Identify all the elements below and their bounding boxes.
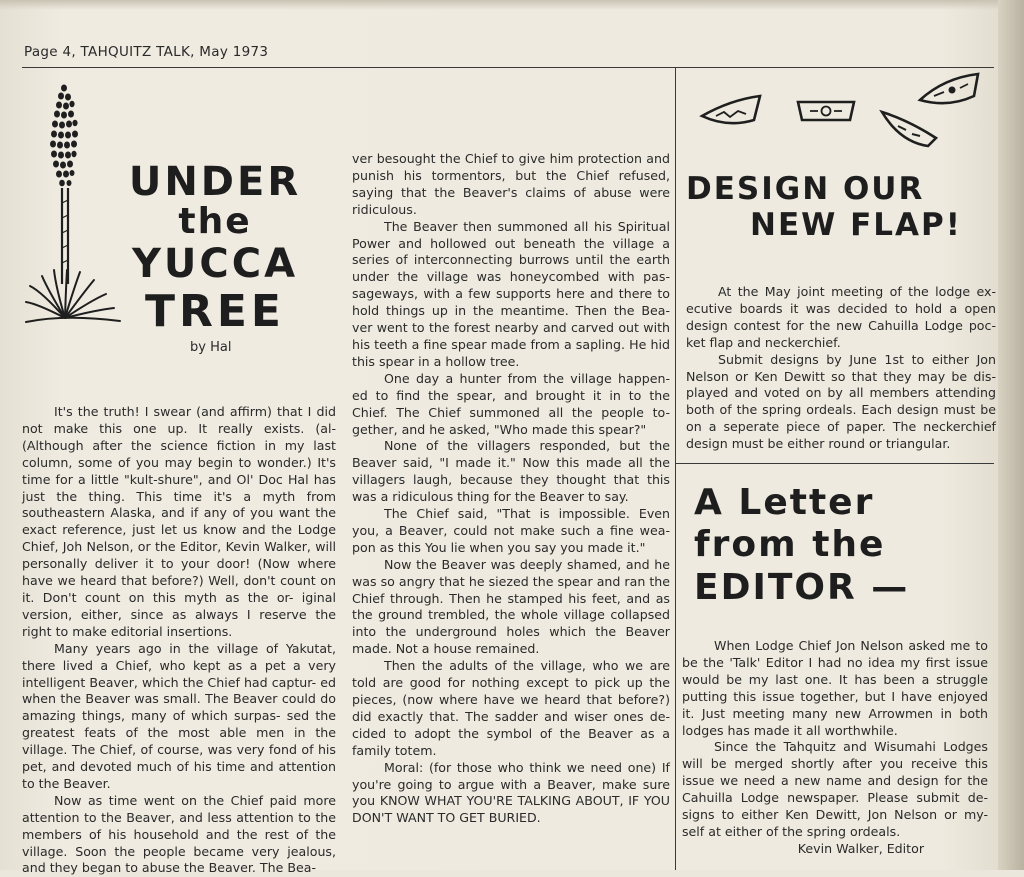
yucca-title-line-1: UNDER (128, 159, 302, 205)
yucca-continued-6: Now the Beaver was deeply shamed, and he was so angry that he siezed the spear and ran the Chief through. Then he stamped his feet, and as the ground trembled, the whole village collapsed into the underground holes which the Beaver made. Not a house remained. (352, 556, 670, 657)
yucca-title-line-4: TREE (144, 286, 285, 337)
letter-title-line-1: A Letter (694, 482, 875, 523)
letter-title-line-3: EDITOR — (694, 566, 910, 608)
design-paragraph-1: At the May joint meeting of the lodge ex- ecutive boards it was decided to hold a open design contest for the new Cahuilla Lodge poc- ket flap and neckerchief. (686, 284, 996, 350)
page-header: Page 4, TAHQUITZ TALK, May 1973 (24, 44, 269, 60)
yucca-continued-2: The Beaver then summoned all his Spiritual Power and hollowed out beneath the village a series of interconnecting burrows until the earth under the village was honeycombed with pas- sageways, with a few supports here and there to hold things up in the meantime. Then the Bea- ver went to the forest nearby and carved out with his teeth a fine spear made from a sapling. He hid this spear in a hollow tree. (352, 218, 670, 369)
yucca-continued-1: ver besought the Chief to give him protection and punish his tormentors, but the Chief refused, saying that the Beaver's claims of abuse were ridiculous. (352, 151, 670, 217)
yucca-byline: by Hal (190, 340, 232, 355)
flap-sketch-2-icon (796, 98, 858, 128)
page-binding-edge (998, 0, 1024, 870)
yucca-paragraph-1: It's the truth! I swear (and affirm) that I did not make this one up. It really exists. (al- (Although after the science fiction in my last column, some of you may begin to wonder.) It's time for a little "kult-shure", and Ol' Doc Hal has just the thing. This time it's a myth from southeastern Alaska, and if any of you want the exact reference, just let us know and the Lodge Chief, Joh Nelson, or the Editor, Kevin Walker, will personally deliver it to your door! (Now where have we heard that before?) Well, don't count on it. Don't count on this myth as the or- iginal version, either, since as always I reserve the right to make editorial insertions. (22, 404, 336, 639)
letter-column (682, 638, 988, 858)
flap-sketch-4-icon (918, 72, 984, 112)
yucca-continued-8: Moral: (for those who think we need one) If you're going to argue with a Beaver, make sure you KNOW WHAT YOU'RE TALKING ABOUT, IF YOU DON'T WANT TO GET BURIED. (352, 759, 670, 826)
letter-title (694, 482, 909, 609)
page-top-shadow (0, 0, 1024, 10)
design-title-line-2: NEW FLAP! (750, 207, 962, 244)
yucca-continued-3: One day a hunter from the village happen- ed to find the spear, and brought it in to the Chief. The Chief summoned all the people to- gether, and he asked, "Who made this spear?" (352, 370, 670, 437)
yucca-title-line-2: the (178, 201, 252, 242)
yucca-title-line-3: YUCCA (131, 241, 299, 287)
yucca-column-1 (22, 404, 336, 877)
header-rule (22, 67, 994, 68)
yucca-paragraph-2: Many years ago in the village of Yakutat, there lived a Chief, who kept as a pet a very intelligent Beaver, which the Chief had captur- ed when the Beaver was small. The Beaver could do amazing things, many of which surpas- sed the greatest feats of the most able men in the village. The Chief, of course, was very fond of his pet, and devoted much of his time and attention to the Beaver. (22, 640, 336, 791)
section-rule (675, 463, 994, 464)
letter-paragraph-1: When Lodge Chief Jon Nelson asked me to be the 'Talk' Editor I had no idea my first issue would be my last one. It has been a struggle putting this issue together, but I have enjoyed it. Just meeting many new Arrowmen in both lodges has made it all worthwhile. (682, 638, 988, 738)
flap-sketch-3-icon (878, 108, 942, 152)
column-rule-right (675, 67, 676, 870)
yucca-continued-5: The Chief said, "That is impossible. Even you, a Beaver, could not make such a fine wea- pon as this You lie when you say you made it." (352, 506, 670, 555)
letter-title-line-2: from the (694, 524, 886, 566)
design-paragraph-2: Submit designs by June 1st to either Jon Nelson or Ken Dewitt so that they may be dis- played and voted on by all members attending both of the spring ordeals. Each design must be on a seperate piece of paper. The neckerchief design must be either round or triangular. (686, 351, 996, 452)
design-column (686, 284, 996, 453)
letter-paragraph-2: Since the Tahquitz and Wisumahi Lodges will be merged shortly after you receive this issue we need a new name and design for the Cahuilla Lodge newspaper. Please submit de- signs to either Ken Dewitt, Jon Nelson or my- self at either of the spring ordeals. (682, 739, 988, 839)
design-title (686, 172, 962, 242)
yucca-title (120, 159, 310, 337)
yucca-continued-7: Then the adults of the village, who we are told are good for nothing except to pick up the pieces, (now where have we heard that before?) did exactly that. The sadder and wiser ones de- cided to adopt the symbol of the Beaver as a family totem. (352, 658, 670, 758)
yucca-continued-4: None of the villagers responded, but the Beaver said, "I made it." Now this made all the villagers laugh, because they thought that this was a ridiculous thing for the Beaver to say. (352, 438, 670, 505)
yucca-column-2 (352, 151, 670, 827)
letter-signature: Kevin Walker, Editor (797, 840, 924, 856)
yucca-paragraph-3: Now as time went on the Chief paid more attention to the Beaver, and less attention to the members of his household and the rest of the village. Soon the people became very jealous, and they began to abuse the Beaver. The Bea- (22, 792, 336, 876)
flap-sketch-1-icon (700, 92, 764, 132)
design-title-line-1: DESIGN OUR (686, 171, 925, 207)
